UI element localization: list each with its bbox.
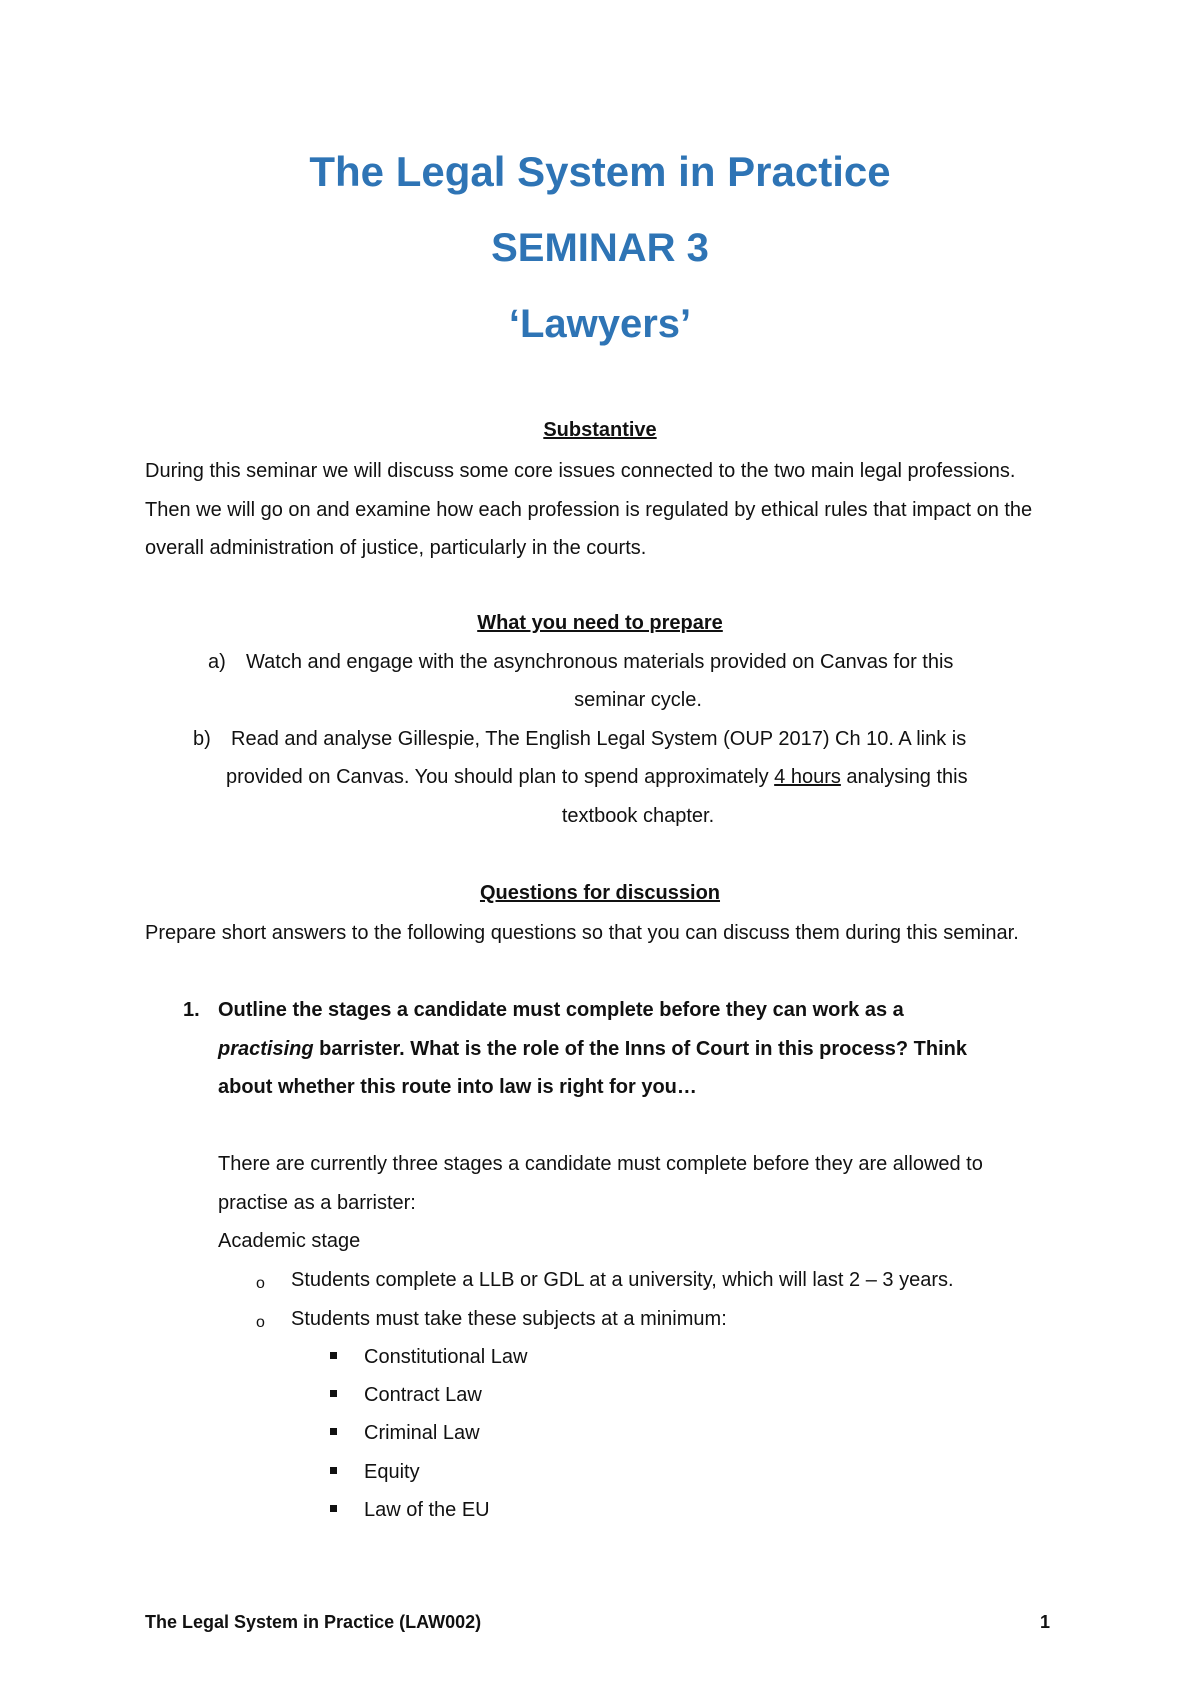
stage-point: Students must take these subjects at a minimum: [291, 1308, 727, 1330]
prepare-item-b-line1: Read and analyse Gillespie, The English Legal System (OUP 2017) Ch 10. A link is [231, 728, 967, 750]
list-marker-a: a) [208, 651, 226, 673]
list-marker-b: b) [193, 728, 211, 750]
subject-item: Contract Law [364, 1384, 482, 1406]
discussion-heading: Questions for discussion [479, 882, 721, 904]
question-1-line1: Outline the stages a candidate must complete before they can work as a [218, 999, 904, 1021]
prepare-item-b-line3: textbook chapter. [561, 805, 715, 827]
discussion-intro: Prepare short answers to the following questions so that you can discuss them during this seminar. [145, 922, 1019, 944]
document-title: The Legal System in Practice [309, 148, 891, 195]
practising-italic: practising [218, 1038, 314, 1060]
square-bullet-icon [330, 1505, 337, 1512]
subject-item: Equity [364, 1461, 420, 1483]
prepare-item-a-line1: Watch and engage with the asynchronous materials provided on Canvas for this [246, 651, 954, 673]
question-number: 1. [183, 999, 200, 1021]
seminar-number: SEMINAR 3 [491, 226, 709, 270]
subject-item: Law of the EU [364, 1499, 490, 1521]
four-hours-underlined: 4 hours [774, 766, 841, 788]
page-number: 1 [1040, 1612, 1051, 1632]
square-bullet-icon [330, 1428, 337, 1435]
square-bullet-icon [330, 1390, 337, 1397]
square-bullet-icon [330, 1352, 337, 1359]
question-1-line3: about whether this route into law is right for you… [218, 1076, 697, 1098]
substantive-heading: Substantive [543, 419, 657, 441]
academic-stage-label: Academic stage [218, 1230, 361, 1252]
prepare-heading: What you need to prepare [477, 612, 723, 634]
circle-bullet-icon: o [256, 1314, 265, 1331]
circle-bullet-icon: o [256, 1275, 265, 1292]
stage-point: Students complete a LLB or GDL at a university, which will last 2 – 3 years. [291, 1269, 954, 1291]
seminar-topic: ‘Lawyers’ [508, 302, 692, 346]
question-1-line2: practising barrister. What is the role of the Inns of Court in this process? Think [218, 1038, 967, 1060]
subject-item: Criminal Law [364, 1422, 480, 1444]
square-bullet-icon [330, 1467, 337, 1474]
footer-course-title: The Legal System in Practice (LAW002) [145, 1612, 482, 1632]
answer-intro: There are currently three stages a candidate must complete before they are allowed to practise as a barrister: [218, 1153, 983, 1214]
subject-item: Constitutional Law [364, 1346, 528, 1368]
prepare-item-b-line2: provided on Canvas. You should plan to spend approximately 4 hours analysing this [226, 766, 968, 788]
substantive-body: During this seminar we will discuss some core issues connected to the two main legal professions. Then we will go on and examine how each profession is regulated by ethical rules that impact on the overall administration of justice, particularly in the courts. [145, 460, 1033, 559]
prepare-item-a-line2: seminar cycle. [574, 689, 702, 711]
